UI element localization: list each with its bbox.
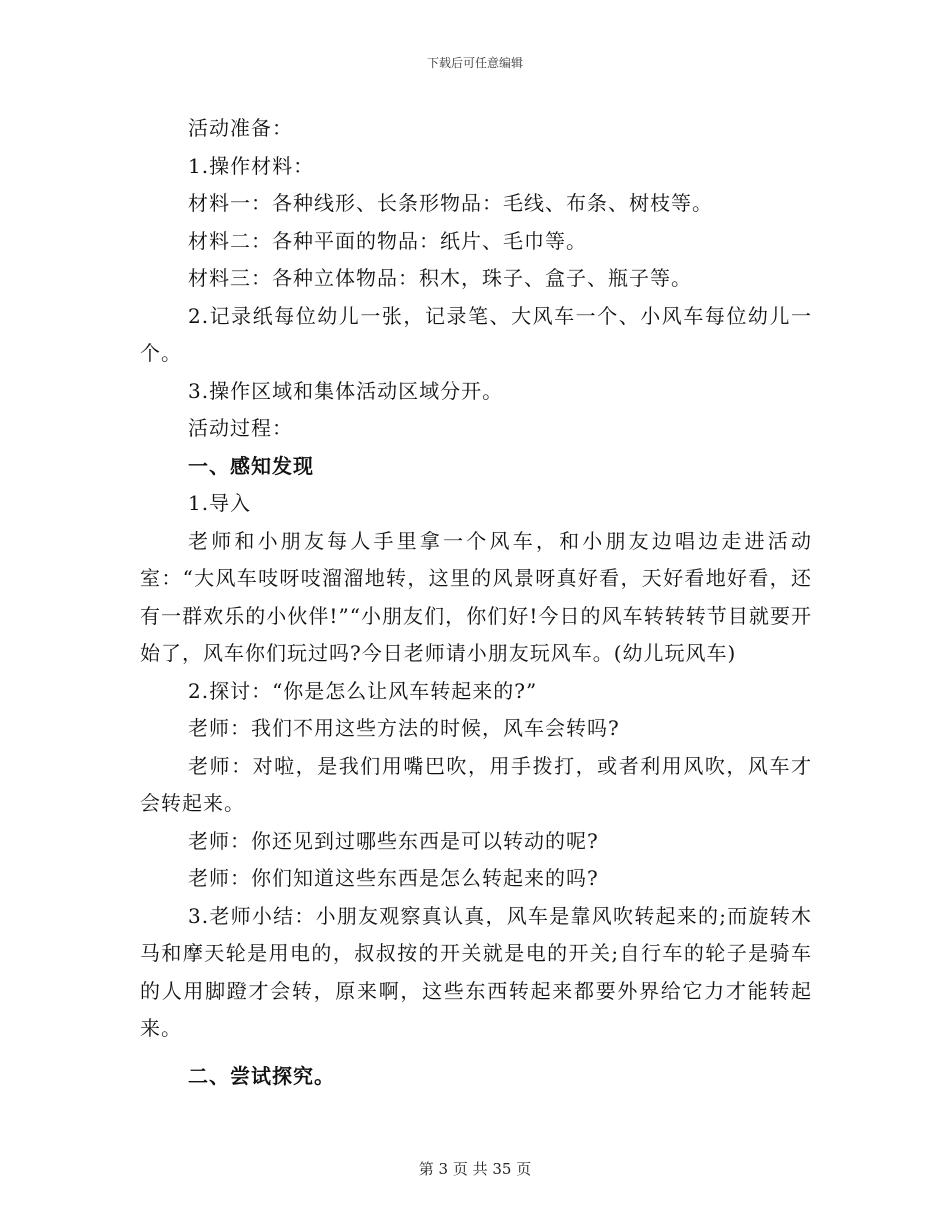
paragraph-intro-body: 老师和小朋友每人手里拿一个风车，和小朋友边唱边走进活动室：“大风车吱呀吱溜溜地转，这里的风景呀真好看，天好看地好看，还有一群欢乐的小伙伴!”“小朋友们，你们好!今日的风车转转转节目就要开始了，风车你们玩过吗?今日老师请小朋友玩风车。(幼儿玩风车)	[140, 528, 812, 665]
paragraph-material-three: 材料三：各种立体物品：积木，珠子、盒子、瓶子等。	[188, 266, 692, 290]
paragraph-areas: 3.操作区域和集体活动区域分开。	[188, 378, 504, 403]
page-header-note: 下载后可任意编辑	[426, 56, 523, 70]
paragraph-discussion: 2.探讨：“你是怎么让风车转起来的?”	[188, 678, 538, 703]
document-body	[140, 110, 812, 1095]
paragraph-teacher-summary: 3.老师小结：小朋友观察真认真，风车是靠风吹转起来的;而旋转木马和摩天轮是用电的，叔叔按的开关就是电的开关;自行车的轮子是骑车的人用脚蹬才会转，原来啊，这些东西转起来都要外界给它力才能转起来。	[140, 903, 812, 1040]
paragraph-activity-prep: 活动准备：	[188, 116, 293, 140]
paragraph-intro-title: 1.导入	[188, 491, 252, 515]
paragraph-teacher-question-3: 老师：你们知道这些东西是怎么转起来的吗?	[188, 866, 599, 890]
section-heading-perceive: 一、感知发现	[188, 453, 314, 478]
paragraph-material-two: 材料二：各种平面的物品：纸片、毛巾等。	[188, 228, 587, 253]
paragraph-teacher-question-1: 老师：我们不用这些方法的时候，风车会转吗?	[188, 716, 620, 740]
paragraph-material-one: 材料一：各种线形、长条形物品：毛线、布条、树枝等。	[188, 191, 713, 215]
paragraph-activity-process: 活动过程：	[188, 416, 293, 440]
paragraph-record-paper: 2.记录纸每位幼儿一张，记录笔、大风车一个、小风车每位幼儿一个。	[140, 303, 812, 365]
paragraph-teacher-question-2: 老师：你还见到过哪些东西是可以转动的呢?	[188, 828, 599, 853]
paragraph-teacher-answer: 老师：对啦，是我们用嘴巴吹，用手拨打，或者利用风吹，风车才会转起来。	[140, 753, 812, 815]
page-footer-number: 第 3 页 共 35 页	[418, 1160, 532, 1178]
section-heading-explore: 二、尝试探究。	[188, 1063, 335, 1088]
paragraph-materials-title: 1.操作材料：	[188, 153, 315, 178]
